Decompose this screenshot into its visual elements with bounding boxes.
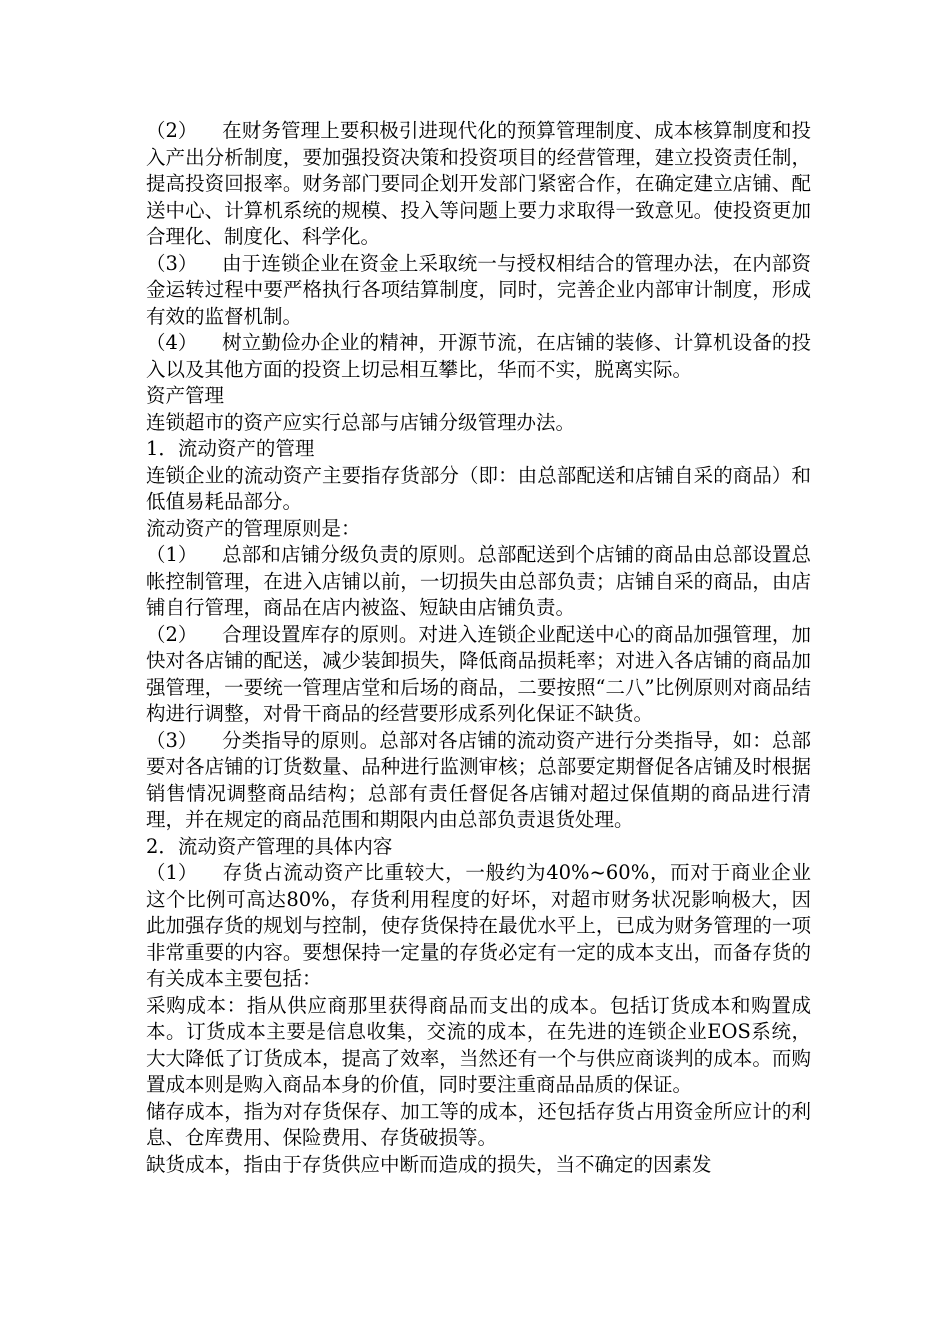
list-number: （1）: [146, 543, 198, 566]
list-number: （3）: [146, 251, 198, 275]
paragraph-text: 连锁企业的流动资产主要指存货部分（即：由总部配送和店铺自采的商品）和低值易耗品部分。: [146, 463, 811, 513]
paragraph-text: 存货占流动资产比重较大，一般约为40%~60%，而对于商业企业这个比例可高达80%，存货利用程度的好坏，对超市财务状况影响极大，因此加强存货的规划与控制，使存货保持在最优水平上，已成为财务管理的一项非常重要的内容。要想保持一定量的存货必定有一定的成本支出，而备存货的有关成本主要包括：: [146, 861, 811, 990]
paragraph: [146, 993, 811, 1099]
paragraph: [146, 118, 811, 251]
paragraph-text: 树立勤俭办企业的精神，开源节流，在店铺的装修、计算机设备的投入以及其他方面的投资上切忌相互攀比，华而不实，脱离实际。: [146, 331, 811, 381]
paragraph: [146, 542, 811, 622]
paragraph-text: 总部和店铺分级负责的原则。总部配送到个店铺的商品由总部设置总帐控制管理，在进入店铺以前，一切损失由总部负责；店铺自采的商品，由店铺自行管理，商品在店内被盗、短缺由店铺负责。: [146, 543, 811, 619]
subsection-heading: [146, 436, 811, 463]
paragraph: [146, 1152, 811, 1179]
paragraph: [146, 622, 811, 728]
list-number: （4）: [146, 331, 198, 354]
paragraph-text: 连锁超市的资产应实行总部与店铺分级管理办法。: [146, 410, 576, 434]
paragraph: [146, 251, 811, 331]
paragraph: [146, 463, 811, 516]
paragraph-text: 2．流动资产管理的具体内容: [146, 834, 393, 858]
document-body: [146, 118, 811, 1178]
paragraph-text: 合理设置库存的原则。对进入连锁企业配送中心的商品加强管理，加快对各店铺的配送，减少装卸损失，降低商品损耗率；对进入各店铺的商品加强管理，一要统一管理店堂和后场的商品，二要按照“二八”比例原则对商品结构进行调整，对骨干商品的经营要形成系列化保证不缺货。: [146, 622, 811, 725]
paragraph: [146, 330, 811, 383]
paragraph-text: 缺货成本，指由于存货供应中断而造成的损失，当不确定的因素发: [146, 1152, 712, 1176]
paragraph-text: 由于连锁企业在资金上采取统一与授权相结合的管理办法，在内部资金运转过程中要严格执行各项结算制度，同时，完善企业内部审计制度，形成有效的监督机制。: [146, 251, 811, 328]
paragraph-text: 分类指导的原则。总部对各店铺的流动资产进行分类指导，如：总部要对各店铺的订货数量、品种进行监测审核；总部要定期督促各店铺及时根据销售情况调整商品结构；总部有责任督促各店铺对超过保值期的商品进行清理，并在规定的商品范围和期限内由总部负责退货处理。: [146, 728, 811, 831]
paragraph: [146, 410, 811, 437]
paragraph: [146, 860, 811, 993]
paragraph-text: 资产管理: [146, 384, 225, 407]
paragraph: [146, 516, 811, 543]
subsection-heading: [146, 834, 811, 861]
paragraph-text: 在财务管理上要积极引进现代化的预算管理制度、成本核算制度和投入产出分析制度，要加强投资决策和投资项目的经营管理，建立投资责任制，提高投资回报率。财务部门要同企划开发部门紧密合作，在确定建立店铺、配送中心、计算机系统的规模、投入等问题上要力求取得一致意见。使投资更加合理化、制度化、科学化。: [146, 119, 811, 248]
list-number: （3）: [146, 728, 198, 752]
paragraph: [146, 728, 811, 834]
list-number: （2）: [146, 119, 198, 142]
paragraph-text: 采购成本：指从供应商那里获得商品而支出的成本。包括订货成本和购置成本。订货成本主要是信息收集，交流的成本，在先进的连锁企业EOS系统，大大降低了订货成本，提高了效率，当然还有一个与供应商谈判的成本。而购置成本则是购入商品本身的价值，同时要注重商品品质的保证。: [146, 993, 811, 1096]
paragraph-text: 流动资产的管理原则是：: [146, 516, 361, 540]
paragraph: [146, 1099, 811, 1152]
paragraph-text: 储存成本，指为对存货保存、加工等的成本，还包括存货占用资金所应计的利息、仓库费用、保险费用、存货破损等。: [146, 1099, 811, 1149]
list-number: （1）: [146, 861, 198, 884]
list-number: （2）: [146, 622, 198, 646]
section-heading: [146, 383, 811, 410]
paragraph-text: 1．流动资产的管理: [146, 437, 315, 460]
